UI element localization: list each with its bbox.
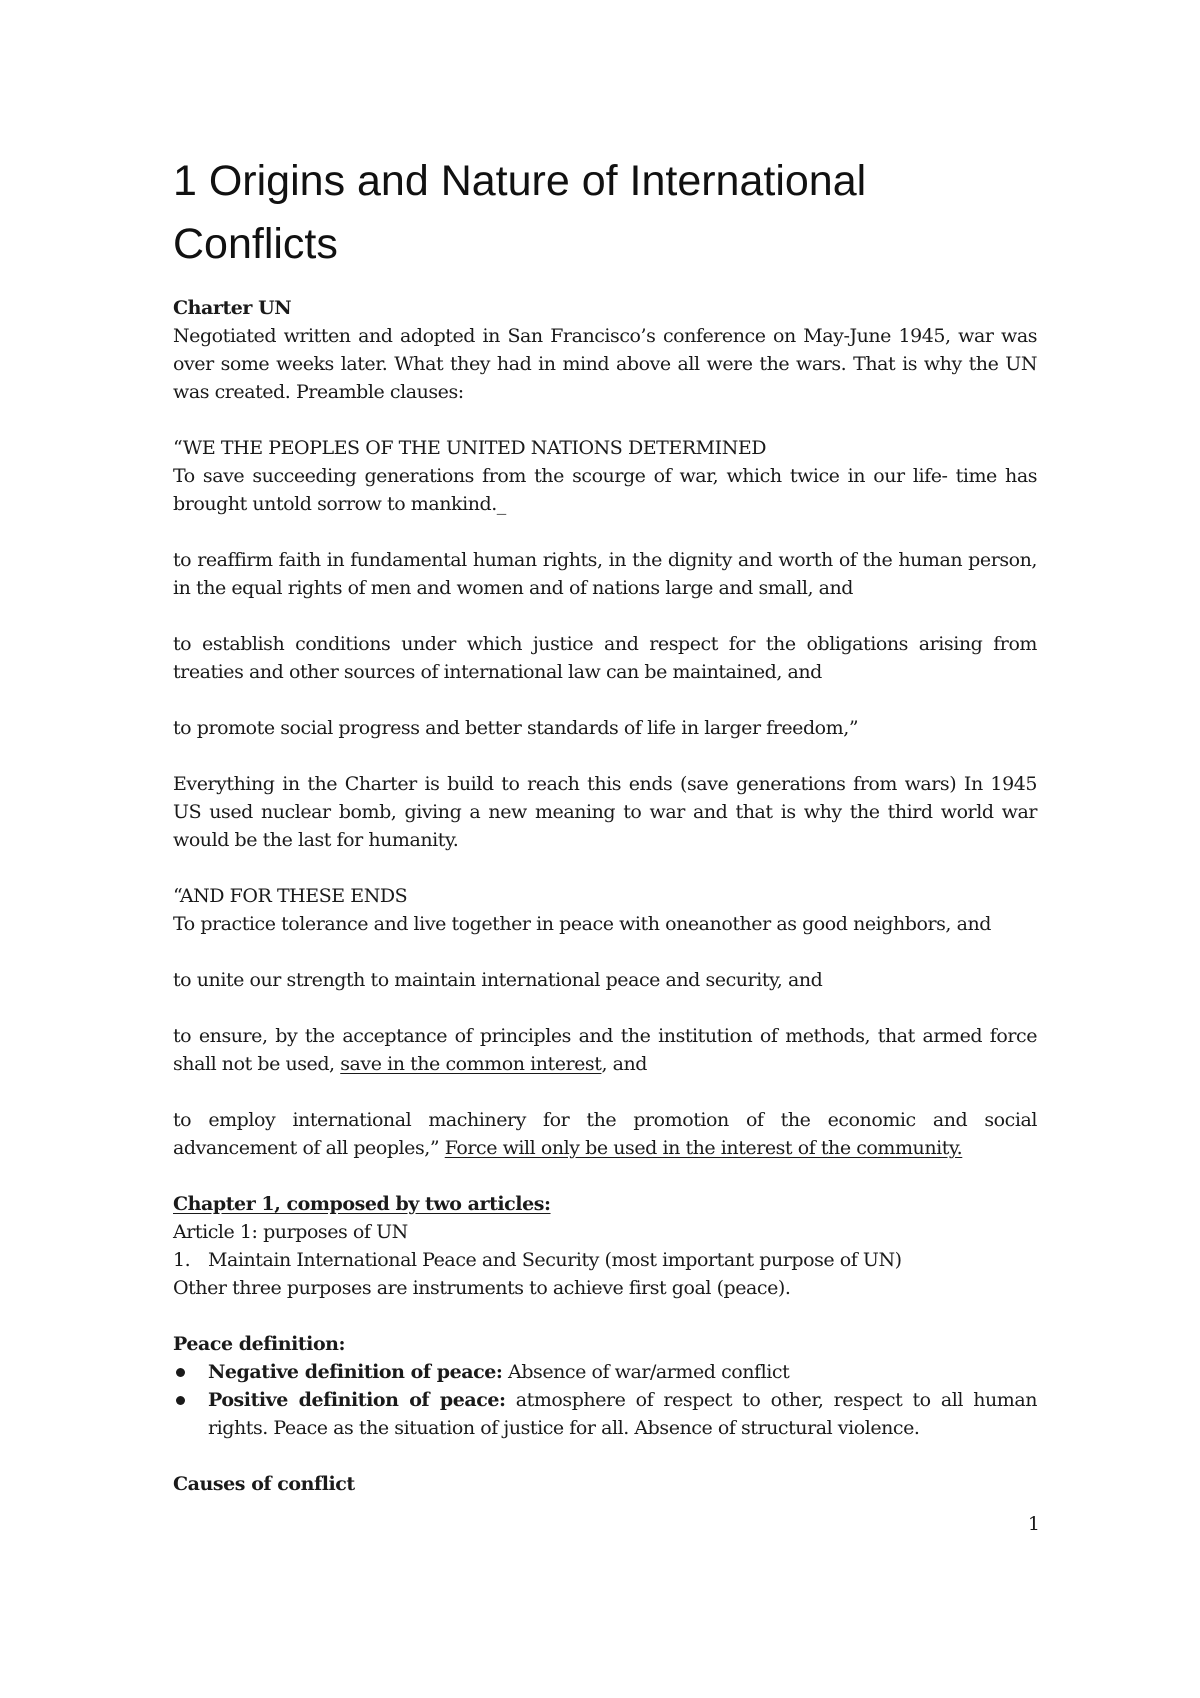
intro-paragraph: Negotiated written and adopted in San Francisco’s conference on May-June 1945, war was over some weeks later. What they had in mind above all were the wars. That is why the UN was created. Preamble clauses:: [173, 325, 1037, 403]
preamble-opening: “WE THE PEOPLES OF THE UNITED NATIONS DETERMINED: [173, 437, 767, 459]
ends-opening: “AND FOR THESE ENDS: [173, 885, 408, 907]
peace-definition-list: [173, 1358, 1037, 1442]
page-number: 1: [1027, 1513, 1040, 1535]
definition-term: Negative definition of peace:: [208, 1361, 503, 1383]
ends-clause-2: to unite our strength to maintain international peace and security, and: [173, 969, 823, 991]
chapter-heading: Chapter 1, composed by two articles:: [173, 1193, 551, 1215]
purpose-item-1: [173, 1246, 1037, 1274]
preamble-clause-3: to establish conditions under which justice and respect for the obligations arising from treaties and other sources of international law can be maintained, and: [173, 633, 1037, 683]
bullet-icon: [176, 1396, 185, 1405]
ends-clause-3-text: to ensure, by the acceptance of principles and the institution of methods, that armed force shall not be used,: [173, 1025, 1037, 1075]
causes-heading: Causes of conflict: [173, 1473, 355, 1495]
article-1-label: Article 1: purposes of UN: [173, 1221, 408, 1243]
ends-clause-4-text: to employ international machinery for the promotion of the economic and social advancement of all peoples,”: [173, 1109, 1037, 1159]
definition-term: Positive definition of peace:: [208, 1389, 506, 1411]
force-note-underlined: Force will only be used in the interest of the community.: [444, 1137, 963, 1159]
bullet-icon: [176, 1368, 185, 1377]
definition-text: atmosphere of respect to other, respect to all human rights. Peace as the situation of justice for all. Absence of structural violence.: [208, 1389, 1037, 1439]
charter-heading: Charter UN: [173, 297, 292, 319]
purpose-text: Maintain International Peace and Security (most important purpose of UN): [208, 1249, 902, 1271]
preamble-clause-2: to reaffirm faith in fundamental human rights, in the dignity and worth of the human person, in the equal rights of men and women and of nations large and small, and: [173, 549, 1037, 599]
preamble-clause-4: to promote social progress and better standards of life in larger freedom,”: [173, 717, 859, 739]
common-interest-underlined: save in the common interest: [340, 1053, 602, 1075]
purposes-note: Other three purposes are instruments to achieve first goal (peace).: [173, 1277, 791, 1299]
peace-definition-positive: [173, 1386, 1037, 1442]
peace-heading: Peace definition:: [173, 1333, 346, 1355]
ends-clause-4: [173, 1106, 1037, 1162]
ends-clause-3-end: , and: [601, 1053, 647, 1075]
purpose-number: 1.: [173, 1249, 191, 1271]
ends-clause-1: To practice tolerance and live together in peace with oneanother as good neighbors, and: [173, 913, 991, 935]
preamble-clause-1: To save succeeding generations from the scourge of war, which twice in our life- time has brought untold sorrow to mankind._: [173, 465, 1037, 515]
commentary-paragraph: Everything in the Charter is build to reach this ends (save generations from wars) In 1945 US used nuclear bomb, giving a new meaning to war and that is why the third world war would be the last for humanity.: [173, 773, 1037, 851]
page-content: [173, 150, 1037, 1498]
ends-clause-3: [173, 1022, 1037, 1078]
peace-definition-negative: [173, 1358, 1037, 1386]
definition-text: Absence of war/armed conflict: [508, 1361, 790, 1383]
page-title: 1 Origins and Nature of International Conflicts: [173, 157, 867, 268]
